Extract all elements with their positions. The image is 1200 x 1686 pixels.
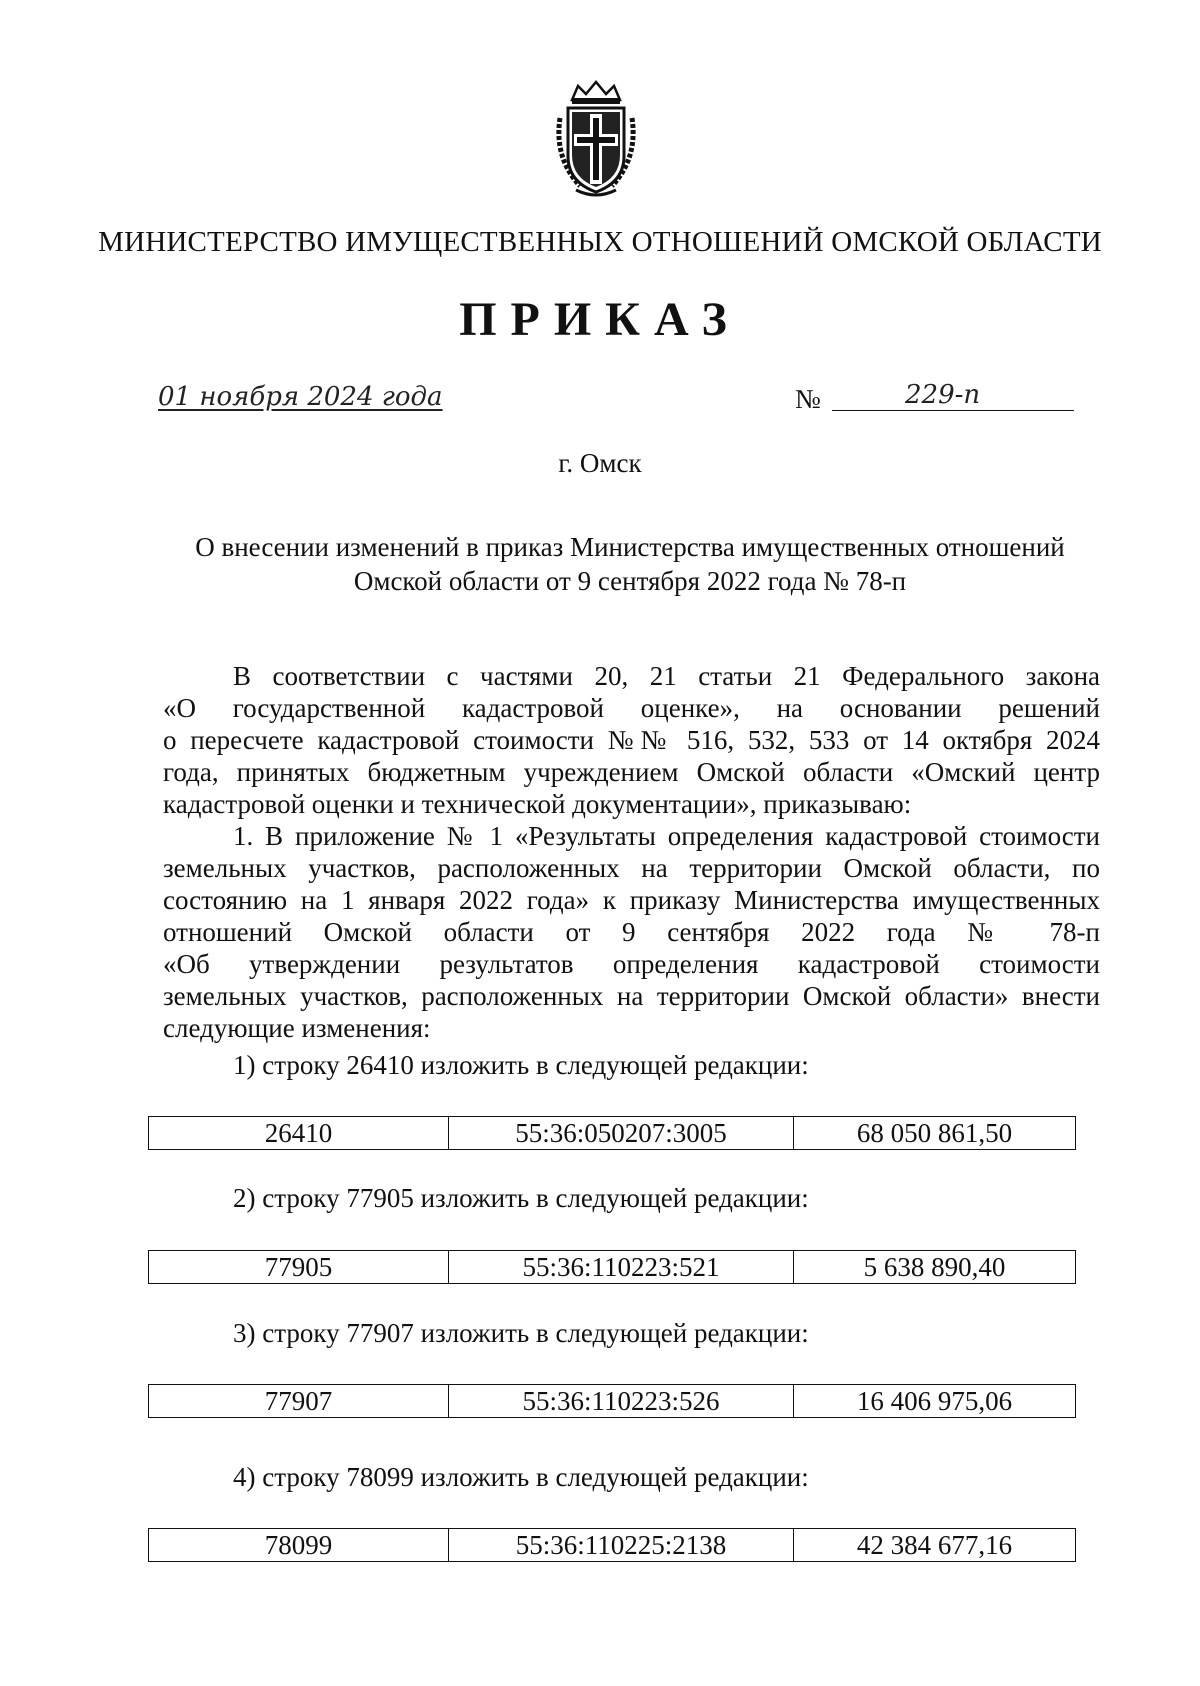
row-number-cell: 77905 bbox=[149, 1251, 449, 1283]
order-date: 01 ноября 2024 года bbox=[158, 382, 443, 412]
order-number-underline bbox=[832, 410, 1074, 411]
subject-line: Омской области от 9 сентября 2022 года № 78-п bbox=[353, 566, 907, 596]
ministry-name: МИНИСТЕРСТВО ИМУЩЕСТВЕННЫХ ОТНОШЕНИЙ ОМСКОЙ ОБЛАСТИ bbox=[98, 226, 1102, 258]
item1-line: состоянию на 1 января 2022 года» к приказу Министерства имущественных bbox=[163, 885, 1100, 915]
item1-line: «Об утверждении результатов определения кадастровой стоимости bbox=[163, 949, 1100, 979]
preamble-line: о пересчете кадастровой стоимости №№ 516, 532, 533 от 14 октября 2024 bbox=[163, 725, 1100, 755]
replacement-row-table bbox=[148, 1250, 1076, 1284]
order-number: 229-п bbox=[905, 380, 981, 410]
cadastral-number-cell: 55:36:110223:521 bbox=[449, 1251, 794, 1283]
cadastral-value-cell: 68 050 861,50 bbox=[856, 1118, 1013, 1148]
replacement-row-table bbox=[148, 1384, 1076, 1418]
preamble-line: В соответствии с частями 20, 21 статьи 21 Федерального закона bbox=[233, 661, 1100, 691]
replacement-row-table bbox=[148, 1116, 1076, 1150]
order-subject bbox=[160, 530, 1100, 598]
preamble-line: кадастровой оценки и технической документации», приказываю: bbox=[163, 789, 912, 819]
replacement-row-table bbox=[148, 1528, 1076, 1562]
order-body bbox=[163, 660, 1100, 1044]
cadastral-number-cell: 55:36:110223:526 bbox=[449, 1385, 794, 1417]
order-number-label: № bbox=[795, 384, 821, 414]
cadastral-number-cell: 55:36:050207:3005 bbox=[449, 1117, 794, 1149]
cadastral-value-cell: 42 384 677,16 bbox=[856, 1530, 1013, 1560]
cadastral-value-cell: 5 638 890,40 bbox=[863, 1252, 1006, 1282]
change-instruction: 1) строку 26410 изложить в следующей редакции: bbox=[233, 1050, 809, 1080]
row-number-cell: 26410 bbox=[149, 1117, 449, 1149]
item1-line: земельных участков, расположенных на территории Омской области, по bbox=[163, 853, 1100, 883]
change-instruction: 2) строку 77905 изложить в следующей редакции: bbox=[233, 1183, 809, 1213]
coat-of-arms-emblem bbox=[550, 78, 642, 198]
cadastral-number-cell: 55:36:110225:2138 bbox=[449, 1529, 794, 1561]
subject-line: О внесении изменений в приказ Министерства имущественных отношений bbox=[195, 532, 1065, 562]
row-number-cell: 77907 bbox=[149, 1385, 449, 1417]
item1-line: 1. В приложение № 1 «Результаты определения кадастровой стоимости bbox=[233, 821, 1100, 851]
item1-line: земельных участков, расположенных на территории Омской области» внести bbox=[163, 981, 1100, 1011]
preamble-line: «О государственной кадастровой оценке», на основании решений bbox=[163, 693, 1100, 723]
change-instruction: 3) строку 77907 изложить в следующей редакции: bbox=[233, 1318, 809, 1348]
change-instruction: 4) строку 78099 изложить в следующей редакции: bbox=[233, 1462, 809, 1492]
preamble-line: года, принятых бюджетным учреждением Омской области «Омский центр bbox=[163, 757, 1100, 787]
document-type-title: ПРИКАЗ bbox=[459, 293, 741, 346]
city: г. Омск bbox=[558, 448, 642, 478]
item1-line: следующие изменения: bbox=[163, 1013, 431, 1043]
cadastral-value-cell: 16 406 975,06 bbox=[856, 1386, 1013, 1416]
row-number-cell: 78099 bbox=[149, 1529, 449, 1561]
item1-line: отношений Омской области от 9 сентября 2022 года № 78-п bbox=[163, 917, 1100, 947]
